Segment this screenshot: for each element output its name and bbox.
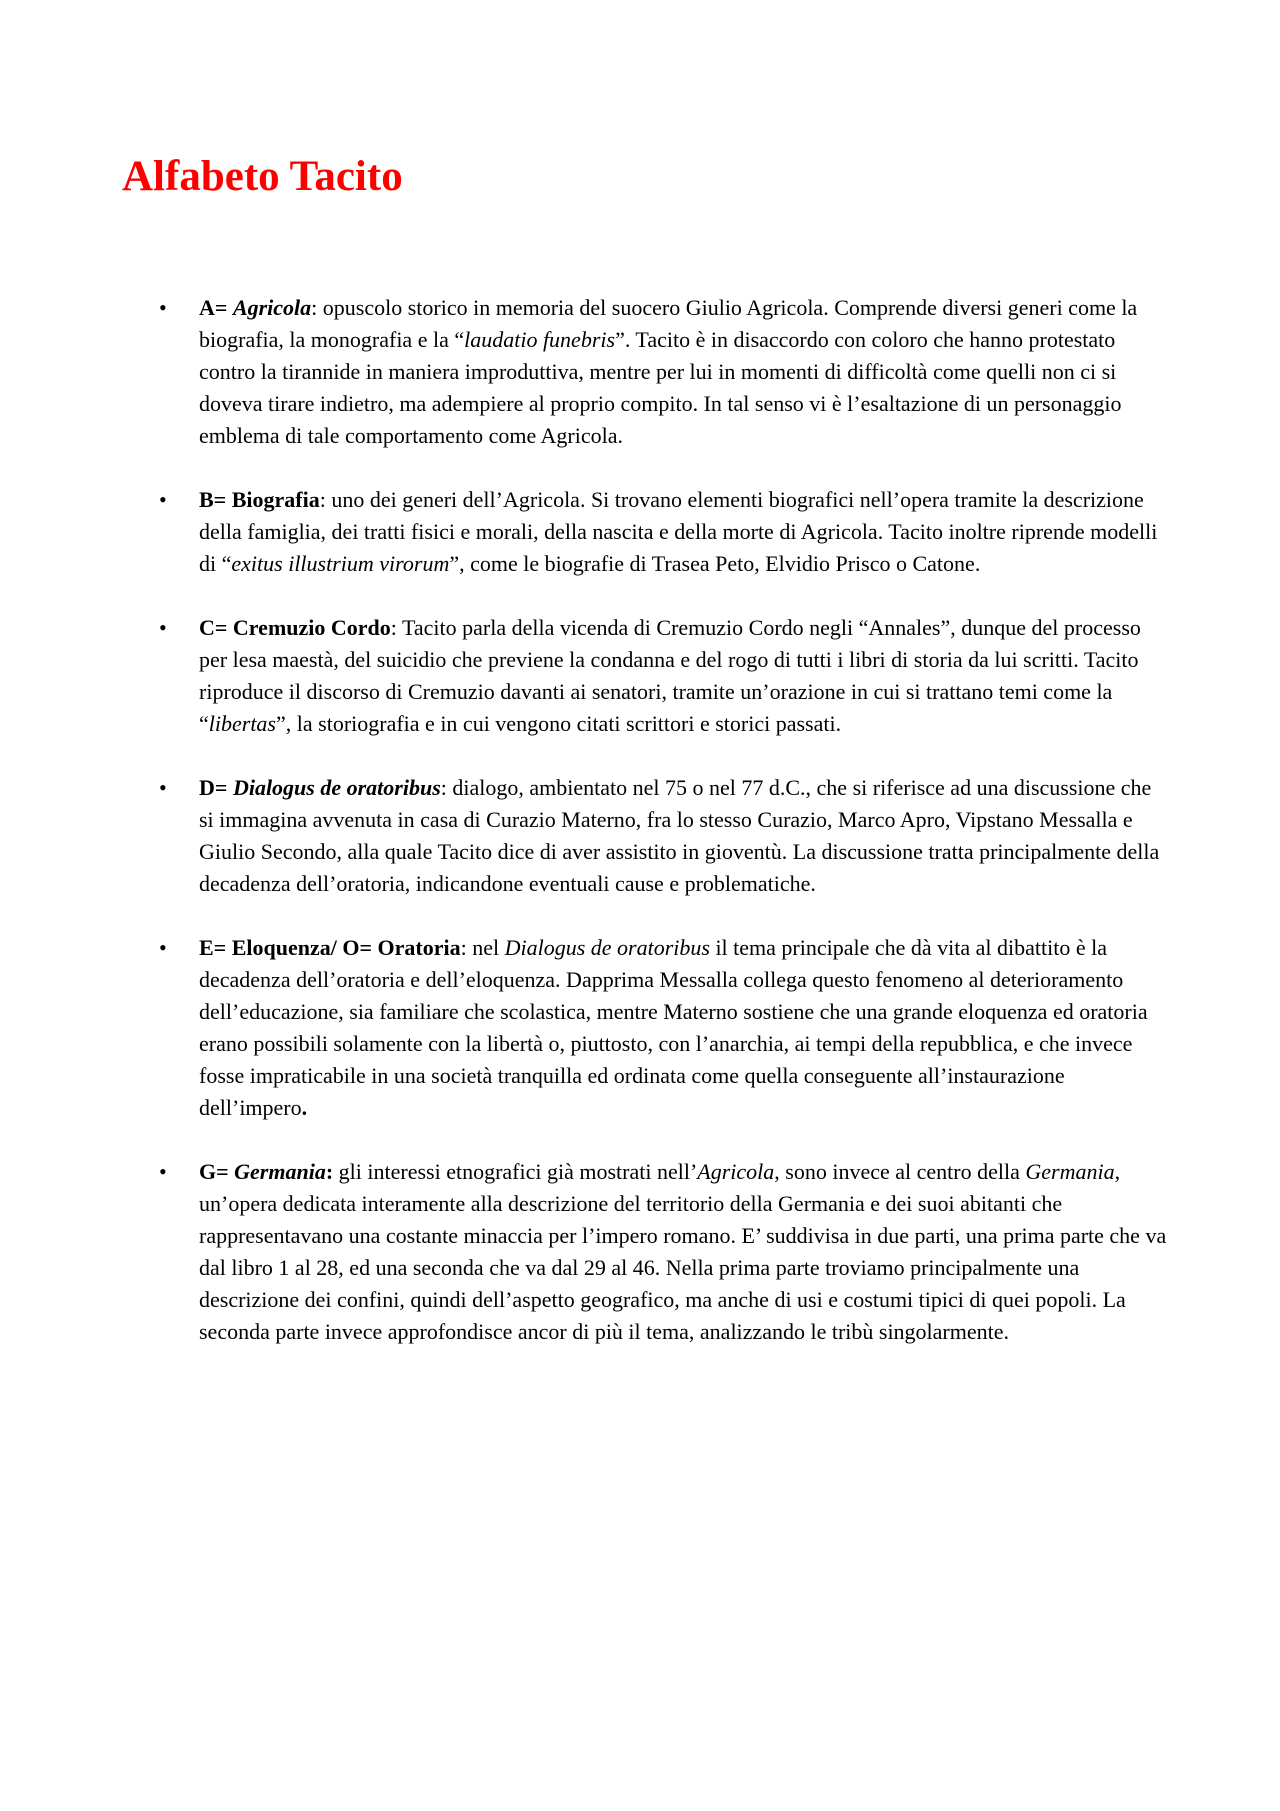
page-title: Alfabeto Tacito xyxy=(122,153,403,200)
entry-letter: D= xyxy=(199,775,228,800)
list-item xyxy=(159,932,1169,1124)
entry-italic: Agricola xyxy=(697,1159,775,1184)
entry-italic: laudatio funebris xyxy=(464,327,616,352)
entry-text: ”. Tacito è in disaccordo con coloro che hanno protestato contro la tirannide in maniera improduttiva, mentre per lui in momenti di difficoltà come quelli non ci si doveva tirare indietro, ma adempiere al proprio compito. In tal senso vi è l’esaltazione di un personaggio emblema di tale comportamento come Agricola. xyxy=(199,327,1122,448)
entry-text: : uno dei generi dell’Agricola. Si trovano elementi biografici nell’opera tramite la descrizione della famiglia, dei tratti fisici e morali, della nascita e della morte di Agricola. Tacito inoltre riprende modelli di “ xyxy=(199,487,1158,576)
entry-text: : nel xyxy=(460,935,505,960)
bullet-icon: • xyxy=(159,775,167,800)
list-item xyxy=(159,292,1169,452)
list-item xyxy=(159,484,1169,580)
entry-key: Germania xyxy=(234,1159,326,1184)
entry-text: ”, come le biografie di Trasea Peto, Elvidio Prisco o Catone. xyxy=(449,551,981,576)
entry-separator: : xyxy=(325,1159,334,1184)
bullet-icon: • xyxy=(159,935,167,960)
list-item xyxy=(159,1156,1169,1348)
entry-letter: B= Biografia xyxy=(199,487,320,512)
bullet-icon: • xyxy=(159,1159,167,1184)
entry-text: , un’opera dedicata interamente alla descrizione del territorio della Germania e dei suoi abitanti che rappresentavano una costante minaccia per l’impero romano. E’ suddivisa in due parti, una prima parte che va dal libro 1 al 28, ed una seconda che va dal 29 al 46. Nella prima parte troviamo principalmente una descrizione dei confini, quindi dell’aspetto geografico, ma anche di usi e costumi tipici di quei popoli. La seconda parte invece approfondisce ancor di più il tema, analizzando le tribù singolarmente. xyxy=(199,1159,1167,1344)
entry-text: : Tacito parla della vicenda di Cremuzio Cordo negli “Annales”, dunque del processo per lesa maestà, del suicidio che previene la condanna e del rogo di tutti i libri di storia da lui scritti. Tacito riproduce il discorso di Cremuzio davanti ai senatori, tramite un’orazione in cui si trattano temi come la “ xyxy=(199,615,1141,736)
entry-key: Dialogus de oratoribus xyxy=(232,775,441,800)
entry-italic: libertas xyxy=(208,711,276,736)
bullet-icon: • xyxy=(159,487,167,512)
entry-end-mark: . xyxy=(301,1095,308,1120)
entry-text: gli interessi etnografici già mostrati nell’ xyxy=(333,1159,698,1184)
bullet-icon: • xyxy=(159,295,167,320)
bullet-icon: • xyxy=(159,615,167,640)
entry-text: opuscolo storico in memoria del suocero Giulio Agricola. Comprende diversi generi come la biografia, la monografia e la “ xyxy=(199,295,1138,352)
entry-italic: Germania xyxy=(1025,1159,1115,1184)
entry-letter: G= xyxy=(199,1159,229,1184)
list-item xyxy=(159,612,1169,740)
entry-letter: C= Cremuzio Cordo xyxy=(199,615,391,640)
entry-italic: Dialogus de oratoribus xyxy=(504,935,710,960)
entry-text: ”, la storiografia e in cui vengono citati scrittori e storici passati. xyxy=(276,711,842,736)
entry-letter: E= Eloquenza/ O= Oratoria xyxy=(199,935,461,960)
list-item xyxy=(159,772,1169,900)
glossary-list xyxy=(159,292,1169,1380)
entry-key: Agricola xyxy=(232,295,312,320)
entry-italic: exitus illustrium virorum xyxy=(231,551,450,576)
entry-text: : dialogo, ambientato nel 75 o nel 77 d.C., che si riferisce ad una discussione che si immagina avvenuta in casa di Curazio Materno, fra lo stesso Curazio, Marco Apro, Vipstano Messalla e Giulio Secondo, alla quale Tacito dice di aver assistito in gioventù. La discussione tratta principalmente della decadenza dell’oratoria, indicandone eventuali cause e problematiche. xyxy=(199,775,1160,896)
entry-text: , sono invece al centro della xyxy=(774,1159,1026,1184)
entry-separator: : xyxy=(311,295,318,320)
entry-text: il tema principale che dà vita al dibattito è la decadenza dell’oratoria e dell’eloquenza. Dapprima Messalla collega questo fenomeno al deterioramento dell’educazione, sia familiare che scolastica, mentre Materno sostiene che una grande eloquenza ed oratoria erano possibili solamente con la libertà o, piuttosto, con l’anarchia, ai tempi della repubblica, e che invece fosse impraticabile in una società tranquilla ed ordinata come quella conseguente all’instaurazione dell’impero xyxy=(199,935,1148,1120)
entry-letter: A= xyxy=(199,295,228,320)
